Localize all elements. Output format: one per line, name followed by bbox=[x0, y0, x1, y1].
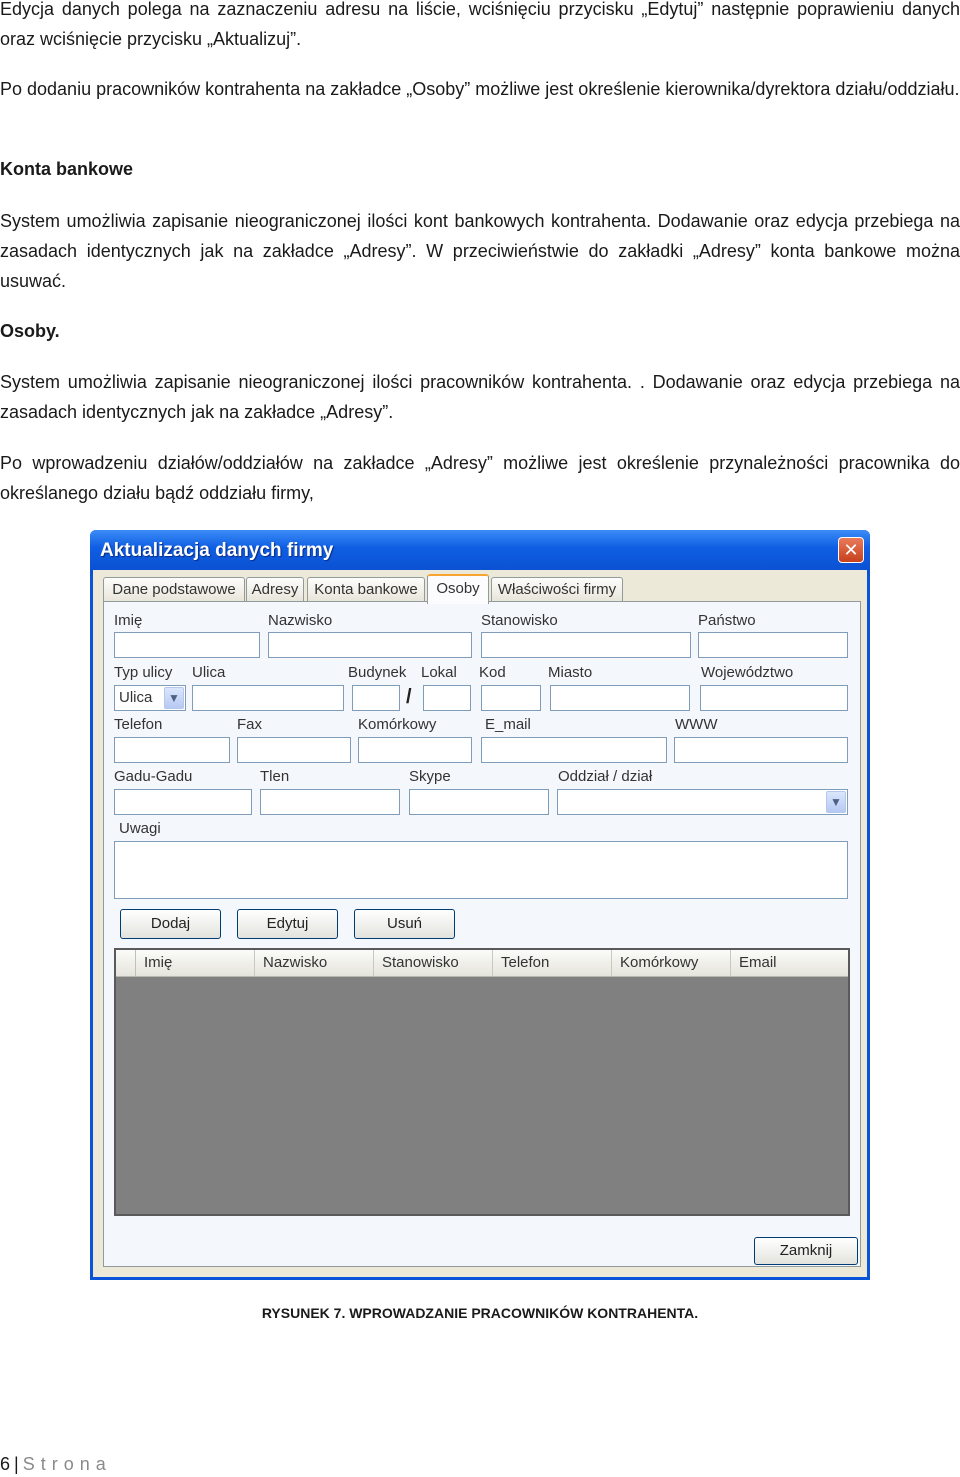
phone-field[interactable] bbox=[114, 737, 230, 763]
fax-field[interactable] bbox=[237, 737, 351, 763]
add-button[interactable]: Dodaj bbox=[120, 909, 221, 939]
first-name-field[interactable] bbox=[114, 632, 260, 658]
label-voivodeship: Województwo bbox=[701, 664, 794, 681]
close-button[interactable]: Zamknij bbox=[754, 1237, 858, 1265]
company-update-dialog bbox=[90, 530, 870, 1280]
building-field[interactable] bbox=[352, 685, 400, 711]
close-icon[interactable]: ✕ bbox=[838, 537, 864, 563]
label-country: Państwo bbox=[698, 612, 756, 629]
column-last-name[interactable]: Nazwisko bbox=[255, 950, 374, 976]
column-email[interactable]: Email bbox=[739, 954, 777, 971]
www-field[interactable] bbox=[674, 737, 848, 763]
paragraph-add-employees: Po dodaniu pracowników kontrahenta na zakładce „Osoby” możliwe jest określenie kierownika/dyrektora działu/oddziału. bbox=[0, 79, 960, 99]
street-field[interactable] bbox=[192, 685, 344, 711]
skype-field[interactable] bbox=[409, 789, 549, 815]
column-position[interactable]: Stanowisko bbox=[374, 950, 493, 976]
building-unit-separator: / bbox=[406, 686, 412, 708]
tlen-field[interactable] bbox=[260, 789, 400, 815]
footer-page-label: Strona bbox=[22, 1454, 112, 1474]
label-www: WWW bbox=[675, 716, 718, 733]
gadu-gadu-field[interactable] bbox=[114, 789, 252, 815]
label-street-type: Typ ulicy bbox=[114, 664, 173, 681]
label-street: Ulica bbox=[192, 664, 226, 681]
paragraph-edit-address: Edycja danych polega na zaznaczeniu adresu na liście, wciśnięciu przycisku „Edytuj” następnie poprawieniu danych oraz wciśnięcie przycisku „Aktualizuj”. bbox=[0, 0, 960, 49]
tab-addresses[interactable]: Adresy bbox=[246, 577, 304, 601]
label-building: Budynek bbox=[348, 664, 407, 681]
grid-row-header-cell bbox=[116, 950, 136, 976]
paragraph-persons: System umożliwia zapisanie nieograniczonej ilości pracowników kontrahenta. . Dodawanie oraz edycja przebiega na zasadach identycznych jak na zakładce „Adresy”. bbox=[0, 372, 960, 422]
label-last-name: Nazwisko bbox=[268, 612, 333, 629]
mobile-field[interactable] bbox=[358, 737, 472, 763]
city-field[interactable] bbox=[550, 685, 690, 711]
label-email: E_mail bbox=[485, 716, 531, 733]
label-unit: Lokal bbox=[421, 664, 457, 681]
label-gadu-gadu: Gadu-Gadu bbox=[114, 768, 193, 785]
postcode-field[interactable] bbox=[481, 685, 541, 711]
tab-persons[interactable]: Osoby bbox=[427, 574, 489, 604]
page-number: 6 bbox=[0, 1454, 11, 1474]
column-mobile[interactable]: Komórkowy bbox=[612, 950, 731, 976]
heading-bank-accounts: Konta bankowe bbox=[0, 159, 134, 179]
tab-company-properties[interactable]: Właściwości firmy bbox=[491, 577, 623, 601]
persons-panel bbox=[103, 601, 861, 1267]
last-name-field[interactable] bbox=[268, 632, 472, 658]
label-mobile: Komórkowy bbox=[358, 716, 437, 733]
page-footer bbox=[0, 1454, 112, 1475]
label-position: Stanowisko bbox=[481, 612, 558, 629]
delete-button[interactable]: Usuń bbox=[354, 909, 455, 939]
edit-button[interactable]: Edytuj bbox=[237, 909, 338, 939]
chevron-down-icon[interactable]: ▼ bbox=[826, 791, 846, 813]
street-type-value: Ulica bbox=[119, 689, 153, 706]
label-notes: Uwagi bbox=[119, 820, 161, 837]
dialog-client-area bbox=[93, 570, 867, 1277]
persons-grid[interactable] bbox=[114, 948, 850, 1216]
label-postcode: Kod bbox=[479, 664, 506, 681]
tab-bank-accounts[interactable]: Konta bankowe bbox=[307, 577, 425, 601]
chevron-down-icon[interactable]: ▼ bbox=[164, 687, 184, 709]
notes-textarea[interactable] bbox=[114, 841, 848, 899]
label-tlen: Tlen bbox=[260, 768, 290, 785]
figure-caption: RYSUNEK 7. WPROWADZANIE PRACOWNIKÓW KONTRAHENTA. bbox=[261, 1305, 699, 1321]
department-select[interactable] bbox=[557, 789, 848, 815]
paragraph-bank-accounts: System umożliwia zapisanie nieograniczonej ilości kont bankowych kontrahenta. Dodawanie oraz edycja przebiega na zasadach identycznych jak na zakładce „Adresy”. W przeciwieństwie do zakładki „Adresy” konta bankowe można usuwać. bbox=[0, 211, 960, 291]
footer-separator: | bbox=[14, 1454, 19, 1474]
tab-basic-data[interactable]: Dane podstawowe bbox=[103, 577, 245, 601]
label-skype: Skype bbox=[409, 768, 451, 785]
country-field[interactable] bbox=[698, 632, 848, 658]
label-fax: Fax bbox=[237, 716, 263, 733]
label-first-name: Imię bbox=[114, 612, 143, 629]
dialog-titlebar bbox=[90, 530, 870, 574]
heading-persons: Osoby. bbox=[0, 321, 60, 341]
street-type-select[interactable] bbox=[114, 685, 186, 711]
dialog-title: Aktualizacja danych firmy bbox=[100, 540, 334, 561]
label-department: Oddział / dział bbox=[558, 768, 653, 785]
column-phone[interactable]: Telefon bbox=[493, 950, 612, 976]
label-city: Miasto bbox=[548, 664, 593, 681]
grid-header bbox=[116, 950, 848, 977]
voivodeship-field[interactable] bbox=[700, 685, 848, 711]
email-field[interactable] bbox=[481, 737, 667, 763]
column-first-name[interactable]: Imię bbox=[136, 950, 255, 976]
position-field[interactable] bbox=[481, 632, 691, 658]
paragraph-departments: Po wprowadzeniu działów/oddziałów na zakładce „Adresy” możliwe jest określenie przynależności pracownika do określanego działu bądź oddziału firmy, bbox=[0, 453, 960, 503]
unit-field[interactable] bbox=[423, 685, 471, 711]
label-phone: Telefon bbox=[114, 716, 163, 733]
